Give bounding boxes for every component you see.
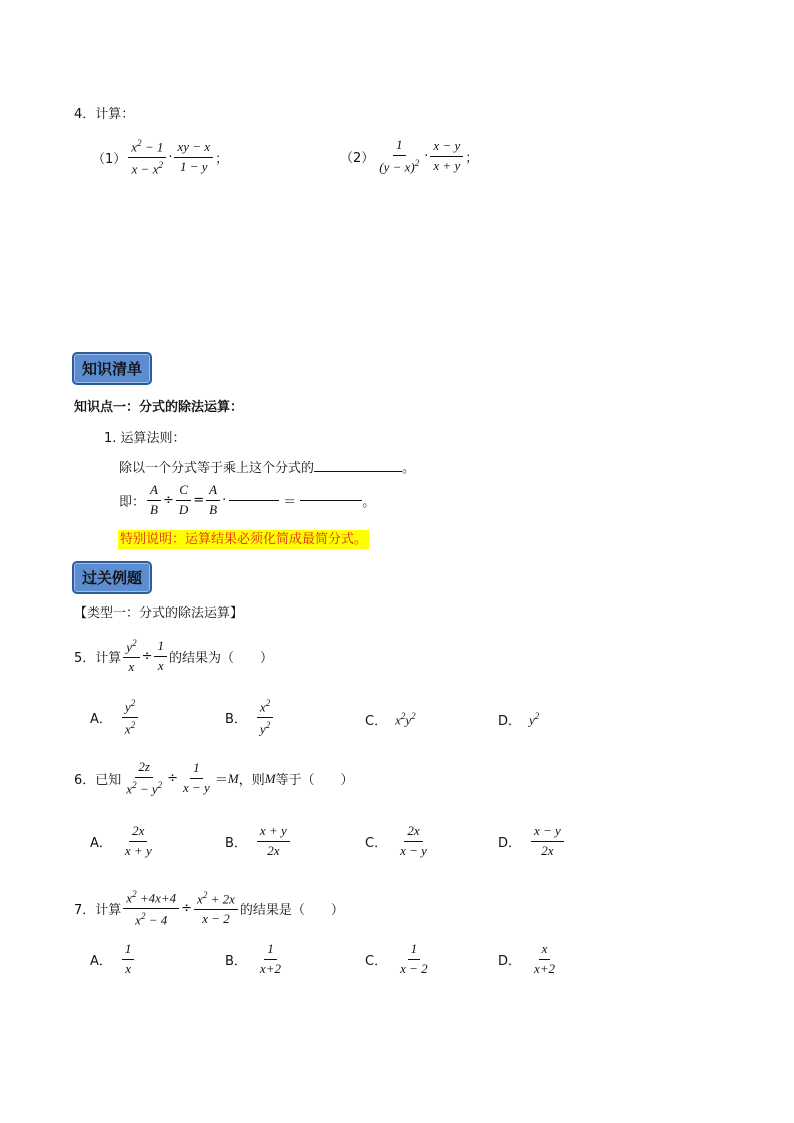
q4-part2 <box>340 138 478 175</box>
q5-frac1: $\frac{y^2}{x}$ <box>123 638 139 675</box>
kp1-rule-text: 除以一个分式等于乘上这个分式的 <box>119 461 315 476</box>
kp1-note <box>118 528 369 547</box>
q5-stem <box>74 638 273 675</box>
q6-suffix: 等于（ ） <box>275 773 354 789</box>
option-label: B． <box>225 835 247 851</box>
frac-A-B-2: $\frac{A}{B}$ <box>206 483 220 518</box>
option-label: A． <box>90 712 112 728</box>
frac-C-D: $\frac{C}{D}$ <box>176 483 191 518</box>
q6-option-c[interactable]: C． $\frac{2x}{x - y}$ <box>365 823 427 858</box>
q5-option-d[interactable]: D． $y^2$ <box>498 710 540 729</box>
divide-sign: ÷ <box>162 492 174 508</box>
q7-option-d[interactable]: D． $\frac{x}{x+2}$ <box>498 941 556 976</box>
q4-part1-frac2: $\frac{xy - x}{1 - y}$ <box>174 140 213 175</box>
q4-part2-frac1: $\frac{1}{(y - x)^2}$ <box>379 137 420 175</box>
q5-option-b[interactable]: B． $\frac{x^2}{y^2}$ <box>225 698 275 738</box>
q6-option-d[interactable]: D． $\frac{x - y}{2x}$ <box>498 824 566 859</box>
q4-label: 4．计算： <box>74 107 135 122</box>
answer-blank[interactable] <box>300 500 362 501</box>
kp1-period: 。 <box>362 494 376 510</box>
q4-part2-sep: ； <box>465 151 479 167</box>
q5-option-a[interactable]: A． $\frac{y^2}{x^2}$ <box>90 698 140 738</box>
kp1-ji: 即： <box>119 494 146 510</box>
q4-part2-frac2: $\frac{x - y}{x + y}$ <box>430 139 463 174</box>
q7-stem <box>74 889 344 929</box>
q6-label: 6．已知 <box>74 773 122 789</box>
q6-mid: ，则 <box>238 773 265 789</box>
q6-option-b[interactable]: B． $\frac{x + y}{2x}$ <box>225 824 292 859</box>
q6-frac1: $\frac{2z}{x^2 - y^2}$ <box>126 759 163 797</box>
q7-option-c[interactable]: C． $\frac{1}{x - 2}$ <box>365 941 428 976</box>
option-label: A． <box>90 835 112 851</box>
option-label: A． <box>90 953 112 969</box>
option-label: C． <box>365 953 388 969</box>
q4-part1-sep: ； <box>215 152 229 168</box>
answer-blank[interactable] <box>314 471 402 472</box>
option-label: B． <box>225 712 247 728</box>
kp1-title: 知识点一：分式的除法运算： <box>74 400 244 415</box>
q5-frac2: $\frac{1}{x}$ <box>154 639 167 674</box>
q7-suffix: 的结果是（ ） <box>239 903 344 919</box>
q6-stem <box>74 760 354 797</box>
divide-sign: ÷ <box>167 771 179 787</box>
kp1-rule-label: 1. 运算法则： <box>104 431 186 446</box>
kp1-formula <box>119 483 375 518</box>
option-label: C． <box>365 835 388 851</box>
q7-option-a[interactable]: A． $\frac{1}{x}$ <box>90 942 136 977</box>
section-badge-examples: 过关例题 <box>72 561 152 594</box>
section-badge-knowledge: 知识清单 <box>72 352 152 385</box>
q4-part1 <box>92 138 228 178</box>
kp1-rule-line <box>119 457 415 476</box>
option-label: D． <box>498 714 522 729</box>
divide-sign: ÷ <box>181 901 193 917</box>
answer-blank[interactable] <box>229 500 279 501</box>
option-label: C． <box>365 714 388 729</box>
q6-eq: ＝ <box>214 773 228 789</box>
q6-M: M <box>227 770 239 786</box>
q5-suffix: 的结果为（ ） <box>168 651 273 667</box>
type1-title: 【类型一：分式的除法运算】 <box>74 606 244 621</box>
option-label: B． <box>225 953 247 969</box>
q7-label: 7．计算 <box>74 903 122 919</box>
kp1-eq: ＝ <box>283 494 297 510</box>
divide-sign: ÷ <box>141 649 153 665</box>
times-sign: · <box>168 150 173 166</box>
q5-option-c[interactable]: C． $x^2y^2$ <box>365 710 416 729</box>
q7-frac2: $\frac{x^2 + 2x}{x - 2}$ <box>194 890 238 927</box>
q7-frac1: $\frac{x^2 +4x+4}{x^2 - 4}$ <box>123 889 179 929</box>
kp1-period: 。 <box>402 461 416 476</box>
q6-frac2: $\frac{1}{x - y}$ <box>183 760 210 796</box>
q6-M2: M <box>264 770 276 786</box>
q7-option-b[interactable]: B． $\frac{1}{x+2}$ <box>225 941 281 976</box>
q6-option-a[interactable]: A． $\frac{2x}{x + y}$ <box>90 823 152 858</box>
q5-label: 5．计算 <box>74 651 122 667</box>
q4-part1-label: （1） <box>92 152 127 168</box>
option-label: D． <box>498 835 522 851</box>
equals-sign: = <box>193 492 205 508</box>
q4-part2-label: （2） <box>340 151 375 167</box>
highlight-note: 特别说明：运算结果必须化简成最简分式。 <box>120 532 368 547</box>
times-sign: · <box>222 492 227 508</box>
frac-A-B: $\frac{A}{B}$ <box>147 483 161 518</box>
q4-part1-frac1: $\frac{x^2 - 1}{x - x^2}$ <box>128 138 166 178</box>
option-label: D． <box>498 953 522 969</box>
times-sign: · <box>424 149 429 165</box>
